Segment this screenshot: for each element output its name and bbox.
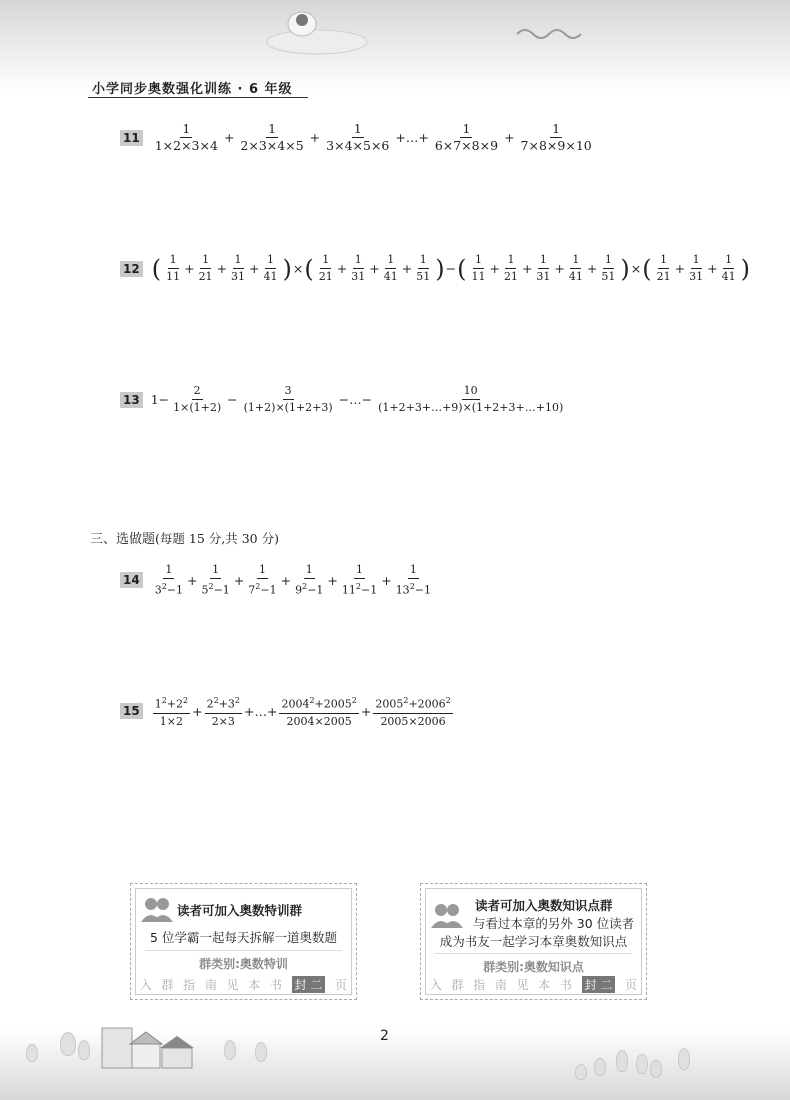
card-line: 成为书友一起学习本章奥数知识点 xyxy=(439,934,628,949)
tree-icon xyxy=(78,1040,90,1060)
tree-icon xyxy=(575,1064,587,1080)
problem-number: 14 xyxy=(120,572,143,588)
house-icon xyxy=(100,1022,195,1070)
group-people-icon xyxy=(141,896,173,922)
page-number: 2 xyxy=(380,1028,389,1044)
page-header: 小学同步奥数强化训练 · 6 年级 xyxy=(92,82,293,97)
card-title: 读者可加入奥数特训群 xyxy=(177,903,303,918)
problem-11: 11 $\frac{1}{1\times 2\times 3\times 4}$ + $\frac{1}{2\times 3\times 4\times 5}$ + $\frac{1}{3\times 4\times 5\times 6}$ +…+ $\frac{1}{6\times 7\times 8\times 9}$ + $\frac{1}{7\times 8\times 9\times 10}$ xyxy=(120,122,596,153)
problem-number: 11 xyxy=(120,130,143,146)
tree-icon xyxy=(650,1060,662,1078)
card-type: 群类别:奥数特训 xyxy=(199,957,288,971)
tree-icon xyxy=(60,1032,76,1056)
problem-15: 15 $\frac{1^2+2^2}{1\times 2}$ + $\frac{2^2+3^2}{2\times 3}$ +…+ $\frac{2004^2+2005^2}{2004\times 2005}$ + $\frac{2005^2+2006^2}{2005\times 2006}$ xyxy=(120,694,455,729)
problem-number: 12 xyxy=(120,261,143,277)
fraction: $\frac{1}{1\times 2\times 3\times 4}$ xyxy=(154,121,218,153)
cloud-sheep-icon xyxy=(262,2,372,57)
problem-12: 12 ( $\frac{1}{11}$ + $\frac{1}{21}$ + $\frac{1}{31}$ + $\frac{1}{41}$ ) × ( $\frac{1}{21}$ + $\frac{1}{31}$ + $\frac{1}{41}$ + $\frac{1}{51}$ ) − ( $\frac{1}{11}$ + $\frac{1}{21}$ + $\frac{1}{31}$ + $\frac{1}{41}$ + $\frac{1}{51}$ ) × ( $\frac{1}{21}$ + $\frac{1}{31}$ + $\frac{1}{41}$ ) xyxy=(120,253,751,284)
fraction: $\frac{1}{7\times 8\times 9\times 10}$ xyxy=(520,121,592,153)
fraction: $\frac{1}{3\times 4\times 5\times 6}$ xyxy=(326,121,390,153)
promo-card-knowledge[interactable] xyxy=(420,883,647,1000)
section-heading: 三、选做题(每题 15 分,共 30 分) xyxy=(90,531,279,547)
card-footer: 入 群 指 南 见 本 书 封 二 页 xyxy=(139,978,348,992)
fraction: $\frac{1}{6\times 7\times 8\times 9}$ xyxy=(434,121,499,153)
card-footer: 入 群 指 南 见 本 书 封 二 页 xyxy=(429,978,638,992)
problem-13: 13 1− $\frac{2}{1\times(1+2)}$ − $\frac{3}{(1+2)\times(1+2+3)}$ −…− $\frac{10}{(1+2+3+\dots+9)\times(1+2+3+\dots+10)}$ xyxy=(120,384,567,415)
tree-icon xyxy=(224,1040,236,1060)
tree-icon xyxy=(636,1054,648,1074)
problem-number: 15 xyxy=(120,703,143,719)
tree-icon xyxy=(26,1044,38,1062)
tree-icon xyxy=(678,1048,690,1070)
card-title: 读者可加入奥数知识点群 xyxy=(475,898,613,913)
card-line: 与看过本章的另外 30 位读者 xyxy=(472,916,635,931)
tree-icon xyxy=(594,1058,606,1076)
header-rule xyxy=(88,97,308,98)
group-people-icon xyxy=(431,902,463,928)
promo-card-training[interactable] xyxy=(130,883,357,1000)
tree-icon xyxy=(616,1050,628,1072)
problem-14: 14 $\frac{1}{3^2-1}$ + $\frac{1}{5^2-1}$ + $\frac{1}{7^2-1}$ + $\frac{1}{9^2-1}$ + $\frac{1}{11^2-1}$ + $\frac{1}{13^2-1}$ xyxy=(120,563,435,598)
card-type: 群类别:奥数知识点 xyxy=(483,960,584,974)
tree-icon xyxy=(255,1042,267,1062)
fraction: $\frac{1}{2\times 3\times 4\times 5}$ xyxy=(240,121,304,153)
problem-number: 13 xyxy=(120,392,143,408)
swirl-icon xyxy=(515,24,585,52)
card-line: 5 位学霸一起每天拆解一道奥数题 xyxy=(150,930,337,945)
